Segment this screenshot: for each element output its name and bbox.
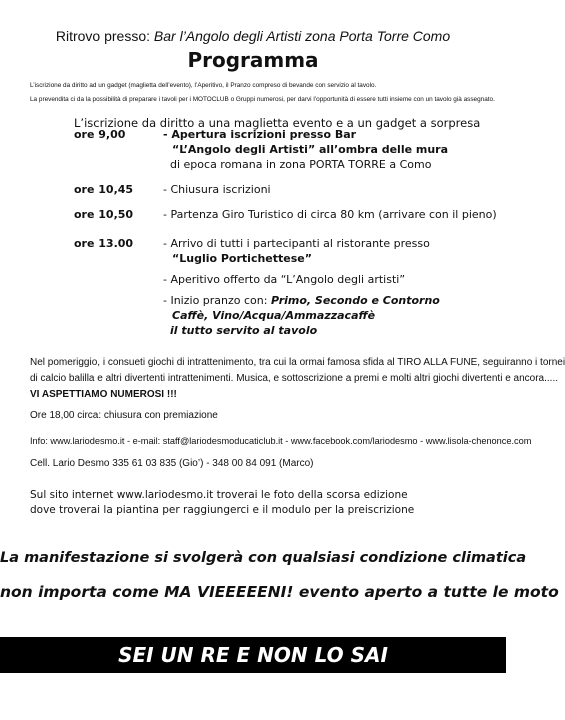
contact-phones: Cell. Lario Desmo 335 61 03 835 (Gio’) - 348 00 84 091 (Marco) (30, 458, 314, 469)
contact-info: Info: www.lariodesmo.it - e-mail: staff@lariodesmoducaticlub.it - www.facebook.com/lariodesmo - www.lisola-chenonce.com (30, 436, 532, 446)
schedule-time-1: ore 9,00 (74, 128, 126, 141)
slogan: SEI UN RE E NON LO SAI (118, 643, 388, 667)
schedule-line (163, 294, 440, 307)
schedule-line: il tutto servito al tavolo (170, 324, 318, 337)
afternoon-line-2: di calcio balilla e altri divertenti intrattenimenti. Musica, e sottoscrizione a premi e molti altri giochi divertenti e ancora..... (30, 373, 559, 384)
schedule-line: “Luglio Portichettese” (172, 252, 312, 265)
call-to-action: VI ASPETTIAMO NUMEROSI !!! (30, 389, 177, 400)
schedule-time-4: ore 13.00 (74, 237, 134, 250)
lunch-courses: Primo, Secondo e Contorno (270, 294, 440, 307)
lunch-label: - Inizio pranzo con: (163, 294, 271, 307)
meeting-point (0, 28, 506, 44)
all-bikes-notice: non importa come MA VIEEEEENI! evento aperto a tutte le moto (0, 583, 559, 601)
page-title: Programma (187, 48, 319, 72)
schedule-line: - Apertura iscrizioni presso Bar (163, 128, 357, 141)
closing-time: Ore 18,00 circa: chiusura con premiazione (30, 410, 218, 421)
schedule-line: “L’Angolo degli Artisti” all’ombra delle mura (172, 143, 449, 156)
intro-line-2: La prevendita ci da la possibilità di preparare i tavoli per i MOTOCLUB o Gruppi numerosi, per darvi l’opportunità di essere tutti insieme con un tavolo già assegnato. (30, 96, 495, 103)
website-line-2: dove troverai la piantina per raggiungerci e il modulo per la preiscrizione (30, 504, 415, 516)
schedule-line: - Partenza Giro Turistico di circa 80 km (arrivare con il pieno) (163, 208, 497, 221)
schedule-line: Caffè, Vino/Acqua/Ammazzacaffè (172, 309, 376, 322)
schedule-time-2: ore 10,45 (74, 183, 134, 196)
meeting-place: Bar l’Angolo degli Artisti zona Porta Torre Como (153, 28, 451, 44)
intro-line-1: L’iscrizione da diritto ad un gadget (maglietta dell’evento), l’Aperitivo, il Pranzo compreso di bevande con servizio al tavolo. (30, 82, 377, 89)
registration-note: L’iscrizione da diritto a una maglietta evento e a un gadget a sorpresa (74, 116, 481, 130)
afternoon-line-1: Nel pomeriggio, i consueti giochi di intrattenimento, tra cui la ormai famosa sfida al TIRO ALLA FUNE, seguiranno i tornei (30, 357, 565, 368)
weather-notice: La manifestazione si svolgerà con qualsiasi condizione climatica (0, 550, 527, 566)
schedule-line: di epoca romana in zona PORTA TORRE a Como (170, 158, 432, 171)
schedule-line: - Chiusura iscrizioni (163, 183, 271, 196)
website-line-1: Sul sito internet www.lariodesmo.it troverai le foto della scorsa edizione (30, 489, 408, 501)
schedule-time-3: ore 10,50 (74, 208, 134, 221)
schedule-line: - Aperitivo offerto da “L’Angolo degli artisti” (163, 273, 406, 286)
schedule-line: - Arrivo di tutti i partecipanti al ristorante presso (163, 237, 430, 250)
meeting-prefix: Ritrovo presso: (55, 28, 151, 44)
